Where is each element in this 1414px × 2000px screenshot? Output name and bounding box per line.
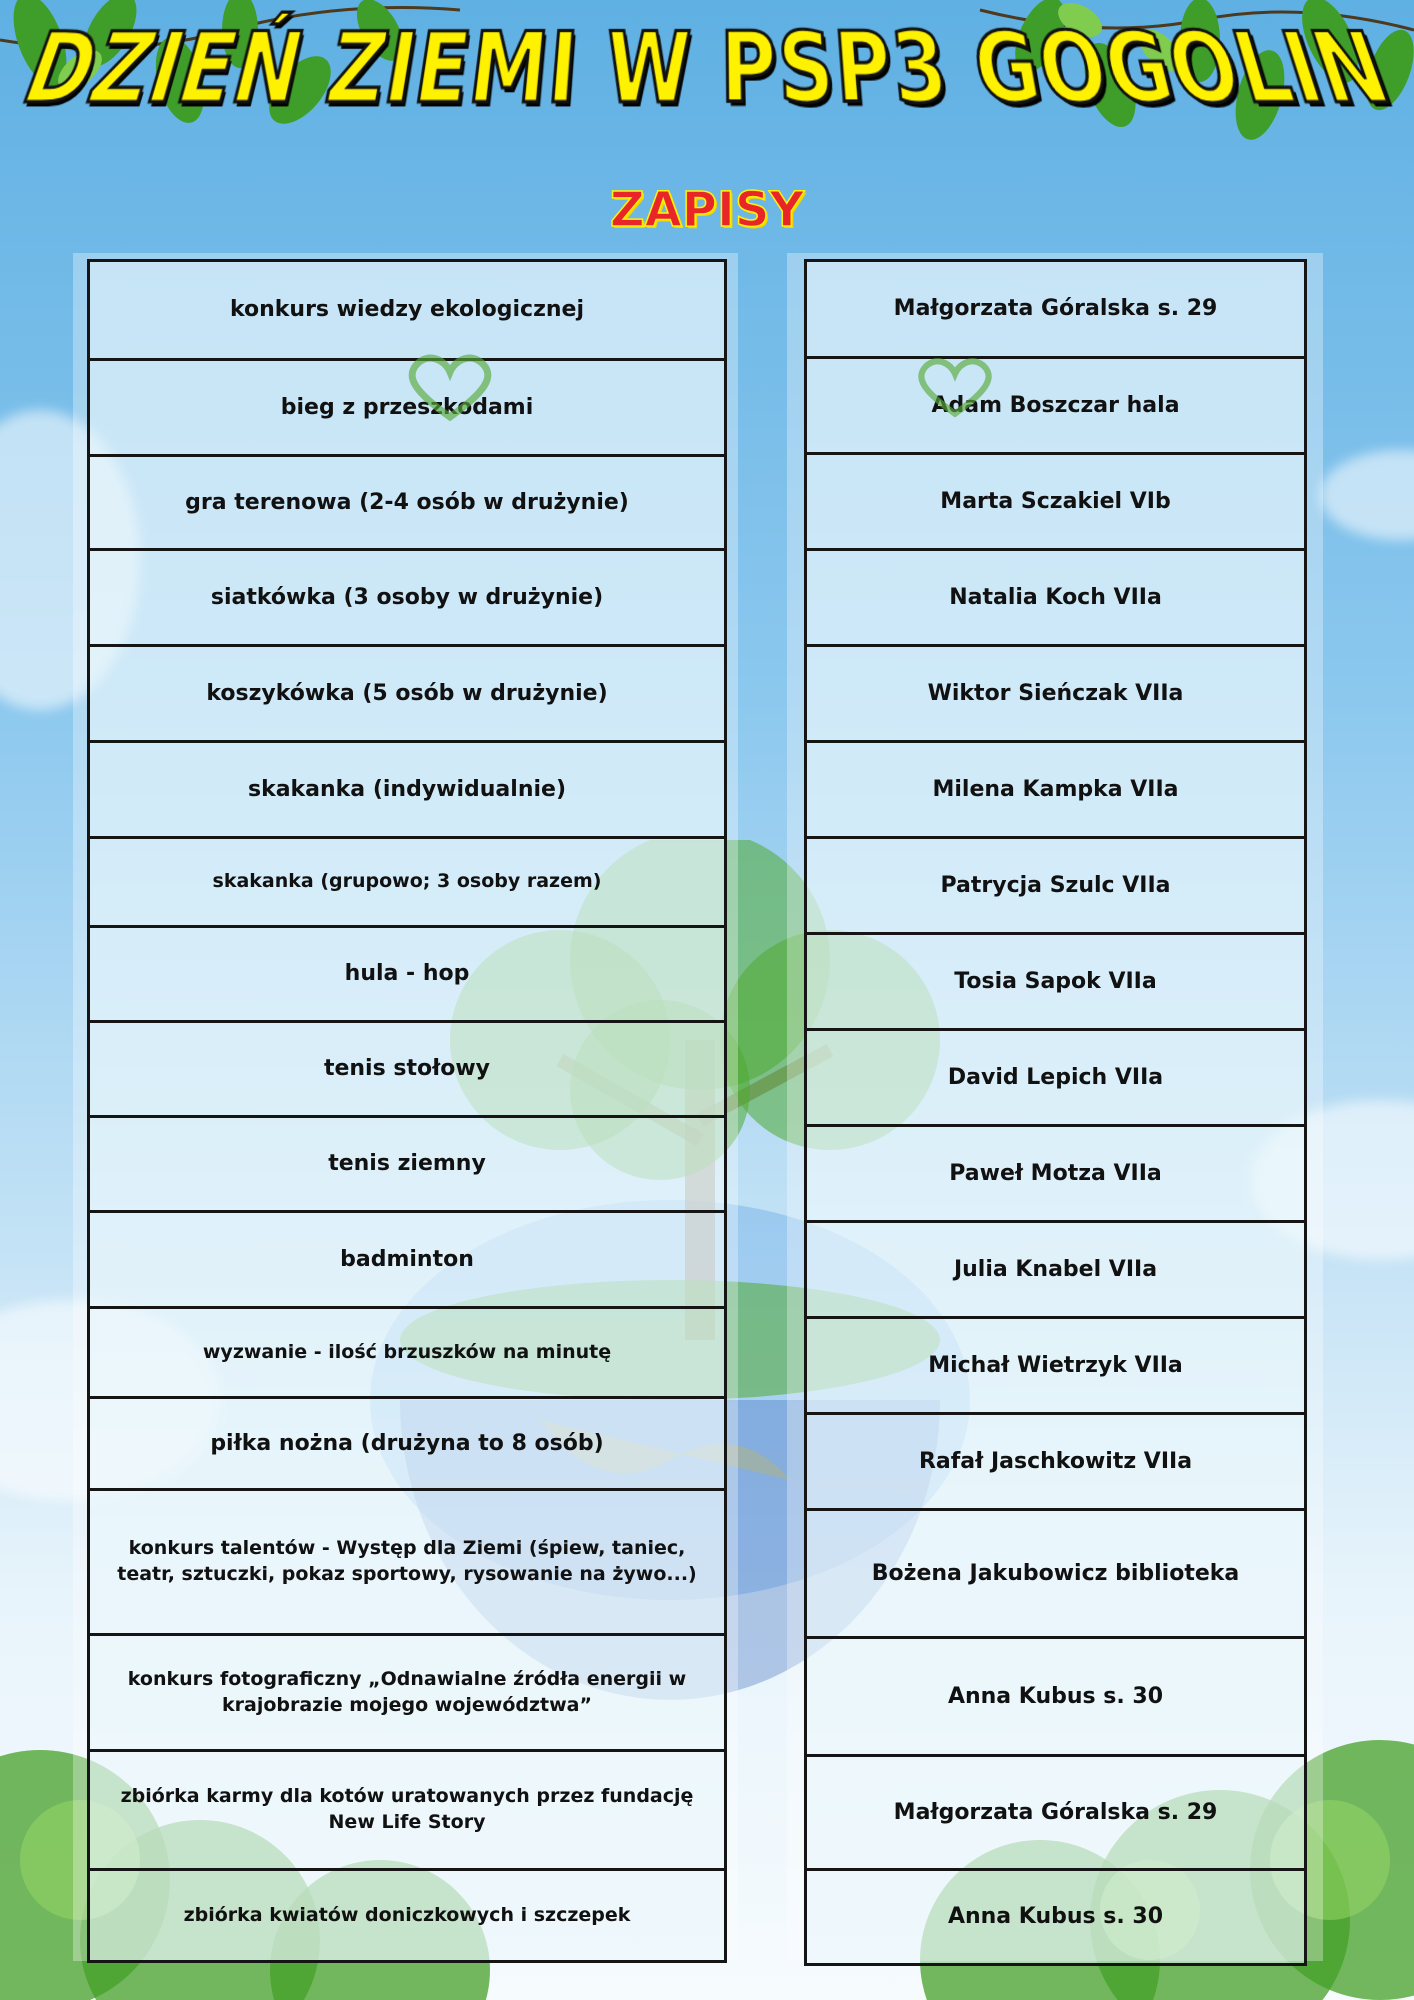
organizer-cell: Michał Wietrzyk VIIa: [804, 1316, 1307, 1412]
page-subtitle: ZAPISY: [609, 182, 805, 238]
activity-cell: skakanka (grupowo; 3 osoby razem): [87, 836, 727, 925]
activities-column: [87, 259, 727, 1963]
organizer-cell: Małgorzata Góralska s. 29: [804, 1754, 1307, 1868]
organizer-cell: Adam Boszczar hala: [804, 356, 1307, 452]
organizer-cell: Rafał Jaschkowitz VIIa: [804, 1412, 1307, 1508]
page-title: DZIEŃ ZIEMI W PSP3 GOGOLIN: [8, 12, 1406, 127]
activity-cell: siatkówka (3 osoby w drużynie): [87, 548, 727, 644]
organizer-cell: Anna Kubus s. 30: [804, 1636, 1307, 1754]
organizer-cell: Marta Sczakiel VIb: [804, 452, 1307, 548]
activity-cell: tenis ziemny: [87, 1115, 727, 1210]
organizer-cell: Julia Knabel VIIa: [804, 1220, 1307, 1316]
organizer-cell: Paweł Motza VIIa: [804, 1124, 1307, 1220]
activity-cell: konkurs fotograficzny „Odnawialne źródła energii w krajobrazie mojego województwa”: [87, 1633, 727, 1749]
organizer-cell: Małgorzata Góralska s. 29: [804, 259, 1307, 356]
activity-cell: piłka nożna (drużyna to 8 osób): [87, 1396, 727, 1488]
activity-cell: skakanka (indywidualnie): [87, 740, 727, 836]
organizer-cell: Tosia Sapok VIIa: [804, 932, 1307, 1028]
activity-cell: gra terenowa (2-4 osób w drużynie): [87, 454, 727, 548]
organizers-column: [804, 259, 1307, 1966]
organizer-cell: Milena Kampka VIIa: [804, 740, 1307, 836]
activity-cell: wyzwanie - ilość brzuszków na minutę: [87, 1306, 727, 1396]
heart-icon: [915, 352, 995, 422]
organizer-cell: Anna Kubus s. 30: [804, 1868, 1307, 1966]
activity-cell: koszykówka (5 osób w drużynie): [87, 644, 727, 740]
heart-icon: [405, 352, 495, 422]
organizer-cell: Natalia Koch VIIa: [804, 548, 1307, 644]
activity-cell: hula - hop: [87, 925, 727, 1020]
activity-cell: konkurs wiedzy ekologicznej: [87, 259, 727, 358]
activity-cell: zbiórka karmy dla kotów uratowanych przez fundację New Life Story: [87, 1749, 727, 1868]
organizer-cell: Patrycja Szulc VIIa: [804, 836, 1307, 932]
activity-cell: badminton: [87, 1210, 727, 1306]
activity-cell: tenis stołowy: [87, 1020, 727, 1115]
organizer-cell: Wiktor Sieńczak VIIa: [804, 644, 1307, 740]
organizer-cell: Bożena Jakubowicz biblioteka: [804, 1508, 1307, 1636]
organizer-cell: David Lepich VIIa: [804, 1028, 1307, 1124]
activity-cell: konkurs talentów - Występ dla Ziemi (śpiew, taniec, teatr, sztuczki, pokaz sportowy, rysowanie na żywo...): [87, 1488, 727, 1633]
activity-cell: bieg z przeszkodami: [87, 358, 727, 454]
activity-cell: zbiórka kwiatów doniczkowych i szczepek: [87, 1868, 727, 1963]
title-wrap: [0, 12, 1414, 127]
